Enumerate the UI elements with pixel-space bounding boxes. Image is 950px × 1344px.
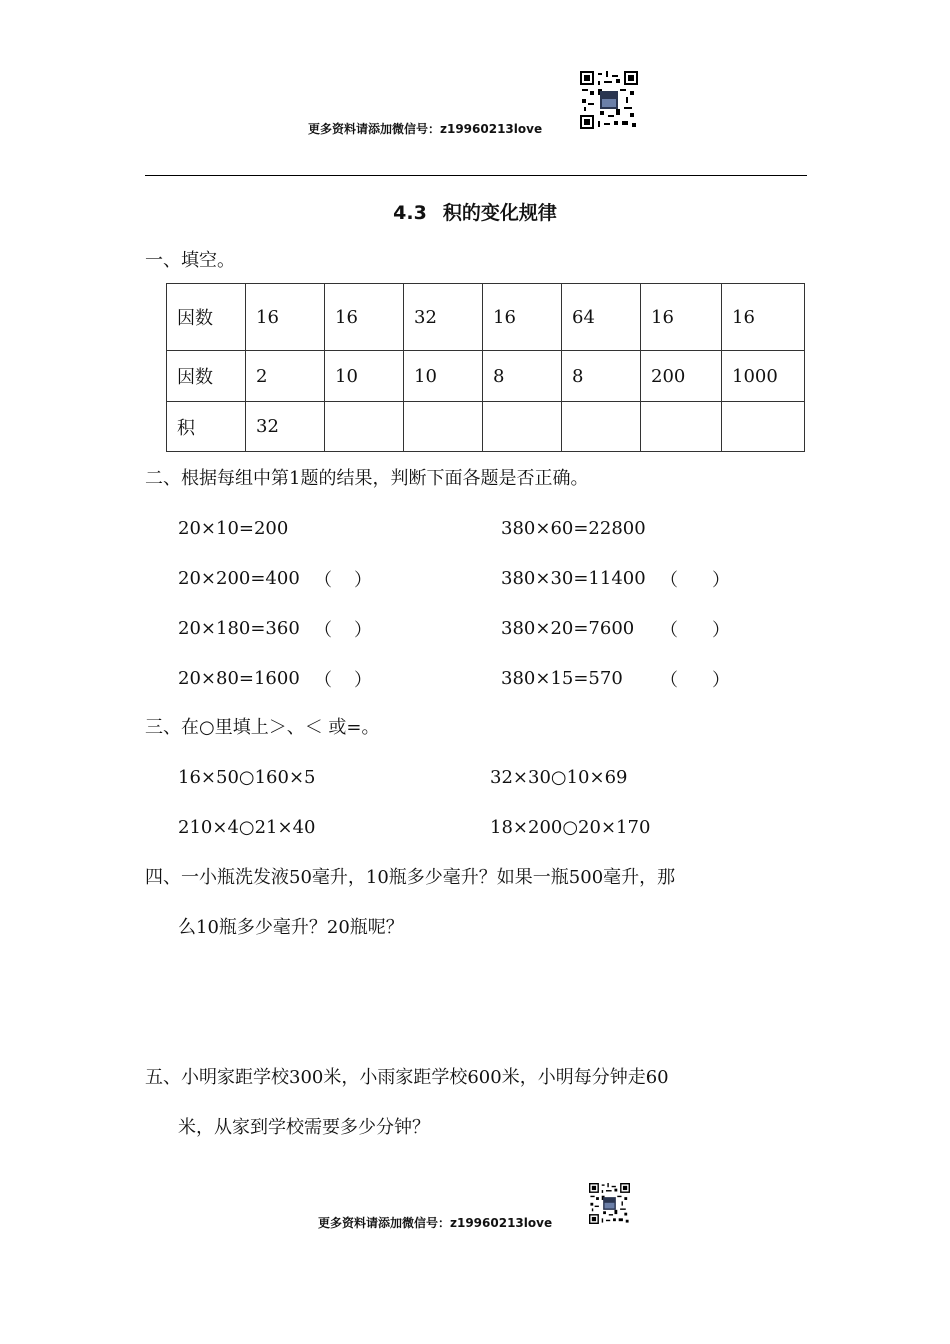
row-label: 因数 [167,284,246,351]
table-cell: 10 [404,351,483,402]
table-cell: 32 [404,284,483,351]
table-cell-blank[interactable] [722,402,805,452]
answer-blank-left[interactable]: （ ） [314,570,372,591]
factor-product-table [166,283,805,452]
qr-code-icon-bottom [589,1183,630,1224]
section1-heading: 一、填空。 [145,250,235,271]
answer-blank-left[interactable]: （ ） [314,670,372,691]
table-cell: 8 [562,351,641,402]
compare-right: 32×30○10×69 [490,767,628,788]
section2-heading: 二、根据每组中第1题的结果，判断下面各题是否正确。 [145,468,589,489]
table-cell: 64 [562,284,641,351]
section5-line1: 五、小明家距学校300米，小雨家距学校600米，小明每分钟走60 [145,1067,669,1088]
section4-line2: 么10瓶多少毫升？20瓶呢？ [178,917,404,938]
compare-left: 16×50○160×5 [178,767,316,788]
table-cell-blank[interactable] [641,402,722,452]
table-cell: 16 [325,284,404,351]
table-cell: 10 [325,351,404,402]
equation-right: 380×20=7600 [501,618,635,639]
equation-left: 20×200=400 [178,568,300,589]
table-cell: 2 [246,351,325,402]
table-cell: 16 [641,284,722,351]
table-cell: 1000 [722,351,805,402]
answer-blank-right[interactable]: （ ） [660,620,730,641]
section4-line1: 四、一小瓶洗发液50毫升，10瓶多少毫升？如果一瓶500毫升，那 [145,867,676,888]
equation-left: 20×180=360 [178,618,300,639]
table-row [167,351,805,402]
answer-blank-right[interactable]: （ ） [660,670,730,691]
compare-right: 18×200○20×170 [490,817,651,838]
equation-left: 20×10=200 [178,518,289,539]
table-row [167,402,805,452]
equation-left: 20×80=1600 [178,668,300,689]
answer-blank-left[interactable]: （ ） [314,620,372,641]
header-divider [145,175,807,176]
table-cell: 200 [641,351,722,402]
table-cell-blank[interactable] [483,402,562,452]
title-number: 4.3 [393,202,427,224]
watermark-text-top: 更多资料请添加微信号：z19960213love [308,122,543,136]
equation-right: 380×15=570 [501,668,623,689]
table-cell: 16 [246,284,325,351]
title-name: 积的变化规律 [442,202,557,224]
row-label: 积 [167,402,246,452]
section3-heading: 三、在○里填上＞、＜ 或=。 [145,717,380,738]
equation-right: 380×30=11400 [501,568,646,589]
table-cell: 16 [722,284,805,351]
table-row [167,284,805,351]
row-label: 因数 [167,351,246,402]
table-cell: 16 [483,284,562,351]
answer-blank-right[interactable]: （ ） [660,570,730,591]
table-cell-blank[interactable] [562,402,641,452]
equation-right: 380×60=22800 [501,518,646,539]
page-title [0,198,950,225]
watermark-text-bottom: 更多资料请添加微信号：z19960213love [318,1216,553,1230]
table-cell: 32 [246,402,325,452]
section5-line2: 米，从家到学校需要多少分钟？ [178,1117,430,1138]
qr-code-icon-top [580,71,638,129]
table-cell: 8 [483,351,562,402]
table-cell-blank[interactable] [325,402,404,452]
compare-left: 210×4○21×40 [178,817,316,838]
table-cell-blank[interactable] [404,402,483,452]
